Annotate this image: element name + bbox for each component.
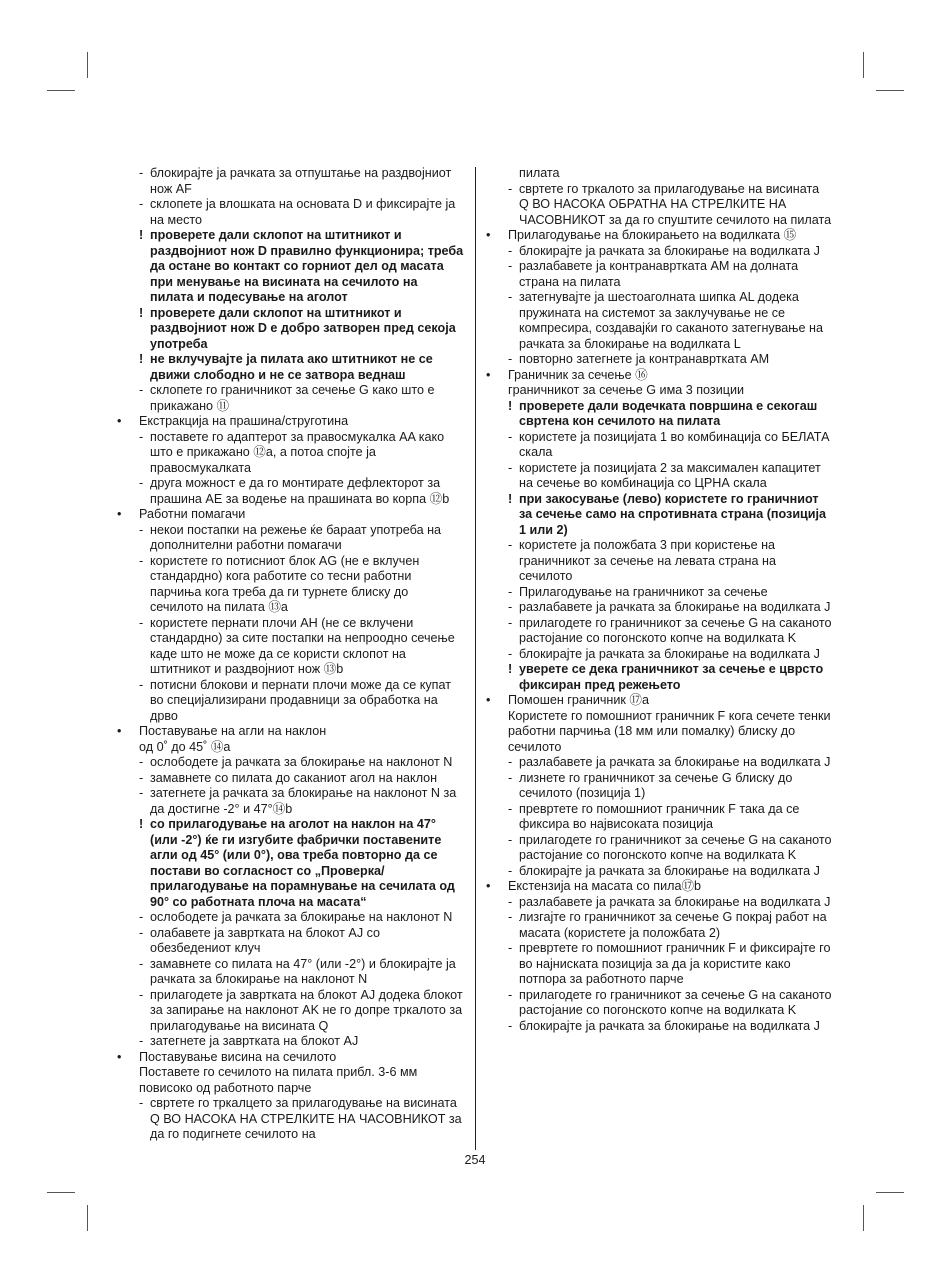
item-text: разлабавете ја контранавртката AM на долната страна на пилата (519, 259, 799, 289)
item-text: со прилагодување на аголот на наклон на 47° (или -2°) ќе ги изгубите фабрички поставените агли од 45° (или 0°), ова треба повторно да се постави во согласност со „Проверка/ прилагодување на порамнување на сечилата од 90° со работната плоча на масата“ (150, 817, 455, 909)
item-text: пилата (519, 166, 560, 180)
item-text: Помошен граничник ⑰a (508, 693, 650, 707)
dash-item (486, 941, 832, 988)
paragraph (486, 383, 832, 399)
warning-item (117, 228, 464, 306)
dash-item (486, 1019, 832, 1035)
dash-icon: - (139, 476, 144, 490)
dash-item (486, 430, 832, 461)
item-text: Поставување висина на сечилото (139, 1049, 337, 1064)
bullet-icon: • (486, 367, 491, 382)
item-text: некои постапки на режење ќе бараат употреба на дополнителни работни помагачи (150, 522, 442, 552)
dash-item (117, 616, 464, 678)
dash-icon: - (139, 677, 144, 692)
item-text: блокирајте ја рачката за блокирање на водилката J (519, 243, 820, 258)
item-text: поставете го адаптерот за правосмукалка AA како што е прикажано ⑫a, а потоа спојте ја правосмукалката (150, 429, 445, 475)
warning-icon: ! (139, 305, 144, 320)
dash-item (486, 244, 832, 260)
dash-icon: - (508, 615, 513, 630)
warning-item (486, 399, 832, 430)
dash-item (117, 197, 464, 228)
dash-item (117, 476, 464, 507)
dash-icon: - (508, 1018, 513, 1033)
item-text: блокирајте ја рачката за блокирање на водилката J (519, 1018, 820, 1033)
dash-icon: - (508, 460, 513, 475)
item-text: користете пернати плочи AH (не се вклучени стандардно) за сите постапки на непроодно сечење каде што не може да се користи склопот на штитникот и раздвојниот нож ⑬b (150, 615, 455, 676)
dash-icon: - (139, 615, 144, 630)
item-text: прилагодете го граничникот за сечење G на саканото растојание со погонското копче на водилката K (519, 615, 832, 645)
dash-icon: - (139, 522, 144, 537)
item-text: прилагодете го граничникот за сечење G на саканото растојание со погонското копче на водилката K (519, 987, 832, 1017)
bullet-heading (486, 368, 832, 384)
dash-item (486, 988, 832, 1019)
dash-item (486, 585, 832, 601)
warning-icon: ! (139, 228, 144, 242)
item-text: потисни блокови и пернати плочи може да се купат во специјализирани продавници за обработка на дрво (150, 677, 451, 723)
dash-icon: - (139, 553, 144, 568)
item-text: Прилагодување на граничникот за сечење (519, 584, 768, 599)
item-text: ослободете ја рачката за блокирање на наклонот N (150, 755, 453, 769)
dash-icon: - (139, 925, 144, 940)
dash-icon: - (139, 987, 144, 1002)
dash-item (117, 926, 464, 957)
dash-icon: - (508, 910, 513, 924)
left-column (117, 166, 464, 1143)
bullet-icon: • (117, 507, 122, 521)
dash-item (486, 182, 832, 229)
bullet-heading (486, 879, 832, 895)
item-text: од 0˚ до 45˚ ⑭a (139, 739, 231, 754)
dash-icon: - (508, 538, 513, 552)
dash-item (486, 895, 832, 911)
column-divider (475, 167, 476, 1150)
dash-item (117, 166, 464, 197)
item-text: разлабавете ја рачката за блокирање на водилката J (519, 600, 831, 614)
item-text: Поставете го сечилото на пилата прибл. 3-6 мм повисоко од работното парче (139, 1065, 418, 1095)
item-text: блокирајте ја рачката за блокирање на водилката J (519, 863, 820, 878)
item-text: користете ја положбата 3 при користење на граничникот за сечење на левата страна на сечилото (519, 538, 776, 583)
item-text: свртете го тркалцето за прилагодување на висината Q ВО НАСОКА НА СТРЕЛКИТЕ НА ЧАСОВНИКОТ за да го подигнете сечилото на (150, 1096, 462, 1141)
item-text: повторно затегнете ја контранавртката AM (519, 352, 770, 366)
dash-item (117, 957, 464, 988)
dash-item (117, 523, 464, 554)
item-text: Екстракција на прашина/струготина (139, 414, 349, 428)
dash-icon: - (508, 352, 513, 366)
warning-item (117, 352, 464, 383)
dash-icon: - (508, 832, 513, 847)
bullet-icon: • (117, 1049, 122, 1064)
item-text: прилагодете ја завртката на блокот AJ додека блокот за запирање на наклонот AK не го допре тркалото за прилагодување на висината Q (150, 987, 463, 1033)
item-text: користете ја позицијата 1 во комбинација со БЕЛАТА скала (519, 429, 830, 459)
bullet-icon: • (486, 228, 491, 242)
item-text: олабавете ја завртката на блокот AJ со обезбедениот клуч (150, 925, 381, 955)
warning-item (117, 817, 464, 910)
dash-item (117, 678, 464, 725)
item-text: друга можност е да го монтирате дефлекторот за прашина AE за водење на прашината во корпа ⑫b (150, 476, 450, 506)
item-text: замавнете со пилата до саканиот агол на наклон (150, 770, 438, 785)
dash-icon: - (508, 181, 513, 196)
dash-icon: - (139, 1096, 144, 1110)
bullet-icon: • (486, 693, 491, 707)
crop-mark (876, 90, 904, 91)
item-text: ослободете ја рачката за блокирање на наклонот N (150, 910, 453, 924)
item-text: превртете го помошниот граничник F и фиксирајте го во најниската позиција за да ја користите како потпора за работното парче (519, 941, 831, 986)
dash-icon: - (508, 987, 513, 1002)
item-text: при закосување (лево) користете го граничниот за сечење само на спротивната страна (позиција 1 или 2) (519, 491, 827, 537)
dash-icon: - (508, 894, 513, 909)
warning-item (486, 492, 832, 539)
bullet-icon: • (117, 414, 122, 428)
dash-icon: - (508, 600, 513, 614)
item-text: свртете го тркалото за прилагодување на висината Q ВО НАСОКА ОБРАТНА НА СТРЕЛКИТЕ НА ЧАСОВНИКОТ за да го спуштите сечилото на пилата (519, 181, 832, 227)
dash-item (486, 833, 832, 864)
bullet-heading (486, 228, 832, 244)
warning-icon: ! (508, 398, 513, 413)
paragraph (486, 709, 832, 756)
dash-icon: - (508, 941, 513, 955)
item-text: проверете дали водечката површина е секогаш свртена кон сечилото на пилата (519, 398, 818, 428)
item-text: разлабавете ја рачката за блокирање на водилката J (519, 894, 831, 909)
dash-item (486, 864, 832, 880)
dash-item (486, 461, 832, 492)
item-text: Граничник за сечење ⑯ (508, 367, 648, 382)
item-text: граничникот за сечење G има 3 позиции (508, 383, 745, 397)
dash-icon: - (139, 197, 144, 211)
dash-icon: - (139, 910, 144, 924)
dash-icon: - (508, 584, 513, 599)
dash-item (117, 755, 464, 771)
dash-item (486, 910, 832, 941)
dash-item (486, 259, 832, 290)
dash-item (117, 771, 464, 787)
item-text: разлабавете ја рачката за блокирање на водилката J (519, 755, 831, 769)
item-text: затегнете ја завртката на блокот AJ (150, 1034, 359, 1048)
dash-item (117, 1034, 464, 1050)
item-text: користете го потисниот блок AG (не е вклучен стандардно) кога работите со тесни работни парчиња кога треба да ги турнете блиску до сечилото на пилата ⑬a (150, 553, 420, 614)
dash-icon: - (508, 259, 513, 273)
warning-item (486, 662, 832, 693)
dash-icon: - (508, 801, 513, 816)
dash-item (486, 771, 832, 802)
paragraph (117, 740, 464, 756)
item-text: Работни помагачи (139, 507, 246, 521)
dash-item (117, 910, 464, 926)
item-text: склопете ја влошката на основата D и фиксирајте ја на место (150, 197, 456, 227)
item-text: превртете го помошниот граничник F така да се фиксира во највисоката позиција (519, 801, 800, 831)
dash-icon: - (508, 770, 513, 785)
dash-item (486, 616, 832, 647)
item-text: затегнете ја рачката за блокирање на наклонот N за да достигне -2° и 47°⑭b (150, 786, 457, 816)
dash-item (486, 755, 832, 771)
bullet-icon: • (486, 879, 491, 893)
item-text: не вклучувајте ја пилата ако штитникот не се движи слободно и не се затвора веднаш (150, 352, 433, 382)
bullet-heading (117, 1050, 464, 1066)
dash-item (486, 352, 832, 368)
item-text: замавнете со пилата на 47° (или -2°) и блокирајте ја рачката за блокирање на наклонот N (150, 956, 456, 986)
bullet-heading (117, 414, 464, 430)
dash-icon: - (508, 290, 513, 304)
dash-icon: - (139, 755, 144, 769)
dash-icon: - (508, 755, 513, 769)
dash-icon: - (139, 786, 144, 800)
item-text: Поставување на агли на наклон (139, 724, 327, 738)
dash-icon: - (139, 770, 144, 785)
paragraph (117, 1065, 464, 1096)
bullet-heading (117, 724, 464, 740)
item-text: лизгајте го граничникот за сечење G покрај работ на масата (користете ја положбата 2) (519, 910, 827, 940)
item-text: затегнувајте ја шестоаголната шипка AL додека пружината на системот за заклучување не се компресира, создавајќи го саканото затегнување на рачката за блокирање на водилката L (519, 290, 823, 351)
dash-item (486, 290, 832, 352)
dash-item (486, 538, 832, 585)
crop-mark (876, 1192, 904, 1193)
dash-icon: - (508, 243, 513, 258)
dash-item (117, 786, 464, 817)
bullet-heading (486, 693, 832, 709)
item-text: блокирајте ја рачката за отпуштање на раздвојниот нож AF (150, 166, 452, 196)
dash-icon: - (508, 646, 513, 661)
item-text: блокирајте ја рачката за блокирање на водилката J (519, 646, 820, 661)
dash-icon: - (139, 429, 144, 444)
dash-item (486, 600, 832, 616)
crop-mark (47, 90, 75, 91)
dash-item (117, 430, 464, 477)
item-text: склопете го граничникот за сечење G како што е прикажано ⑪ (150, 383, 435, 413)
warning-item (117, 306, 464, 353)
warning-icon: ! (139, 352, 144, 366)
item-text: лизнете го граничникот за сечење G блиску до сечилото (позиција 1) (519, 770, 793, 800)
bullet-icon: • (117, 724, 122, 738)
dash-icon: - (139, 956, 144, 971)
item-text: Прилагодување на блокирањето на водилката ⑮ (508, 228, 797, 242)
page-number: 254 (464, 1153, 486, 1167)
continued-text (486, 166, 832, 182)
item-text: проверете дали склопот на штитникот и раздвојниот нож D е добро затворен пред секоја употреба (150, 305, 456, 351)
item-text: Екстензија на масата со пила⑰b (508, 879, 702, 893)
item-text: прилагодете го граничникот за сечење G на саканото растојание со погонското копче на водилката K (519, 832, 832, 862)
dash-item (117, 1096, 464, 1143)
right-column (486, 166, 832, 1034)
item-text: уверете се дека граничникот за сечење е цврсто фиксиран пред режењето (519, 662, 824, 692)
dash-item (486, 802, 832, 833)
warning-icon: ! (508, 662, 513, 676)
dash-item (117, 554, 464, 616)
dash-icon: - (139, 166, 144, 180)
dash-icon: - (139, 1034, 144, 1048)
bullet-heading (117, 507, 464, 523)
crop-mark (87, 1205, 88, 1231)
item-text: користете ја позицијата 2 за максимален капацитет на сечење во комбинација со ЦРНА скала (519, 460, 821, 490)
crop-mark (87, 52, 88, 78)
dash-item (117, 988, 464, 1035)
crop-mark (47, 1192, 75, 1193)
warning-icon: ! (508, 491, 513, 506)
dash-icon: - (139, 383, 144, 397)
dash-icon: - (508, 863, 513, 878)
crop-mark (863, 1205, 864, 1231)
item-text: проверете дали склопот на штитникот и раздвојниот нож D правилно функционира; треба да остане во контакт со горниот дел од масата при менување на висината на сечилото на пилата и подесување на аголот (150, 228, 464, 304)
dash-item (117, 383, 464, 414)
dash-icon: - (508, 429, 513, 444)
item-text: Користете го помошниот граничник F кога сечете тенки работни парчиња (18 мм или помалку) блиску до сечилото (508, 708, 831, 754)
warning-icon: ! (139, 817, 144, 831)
dash-item (486, 647, 832, 663)
crop-mark (863, 52, 864, 78)
